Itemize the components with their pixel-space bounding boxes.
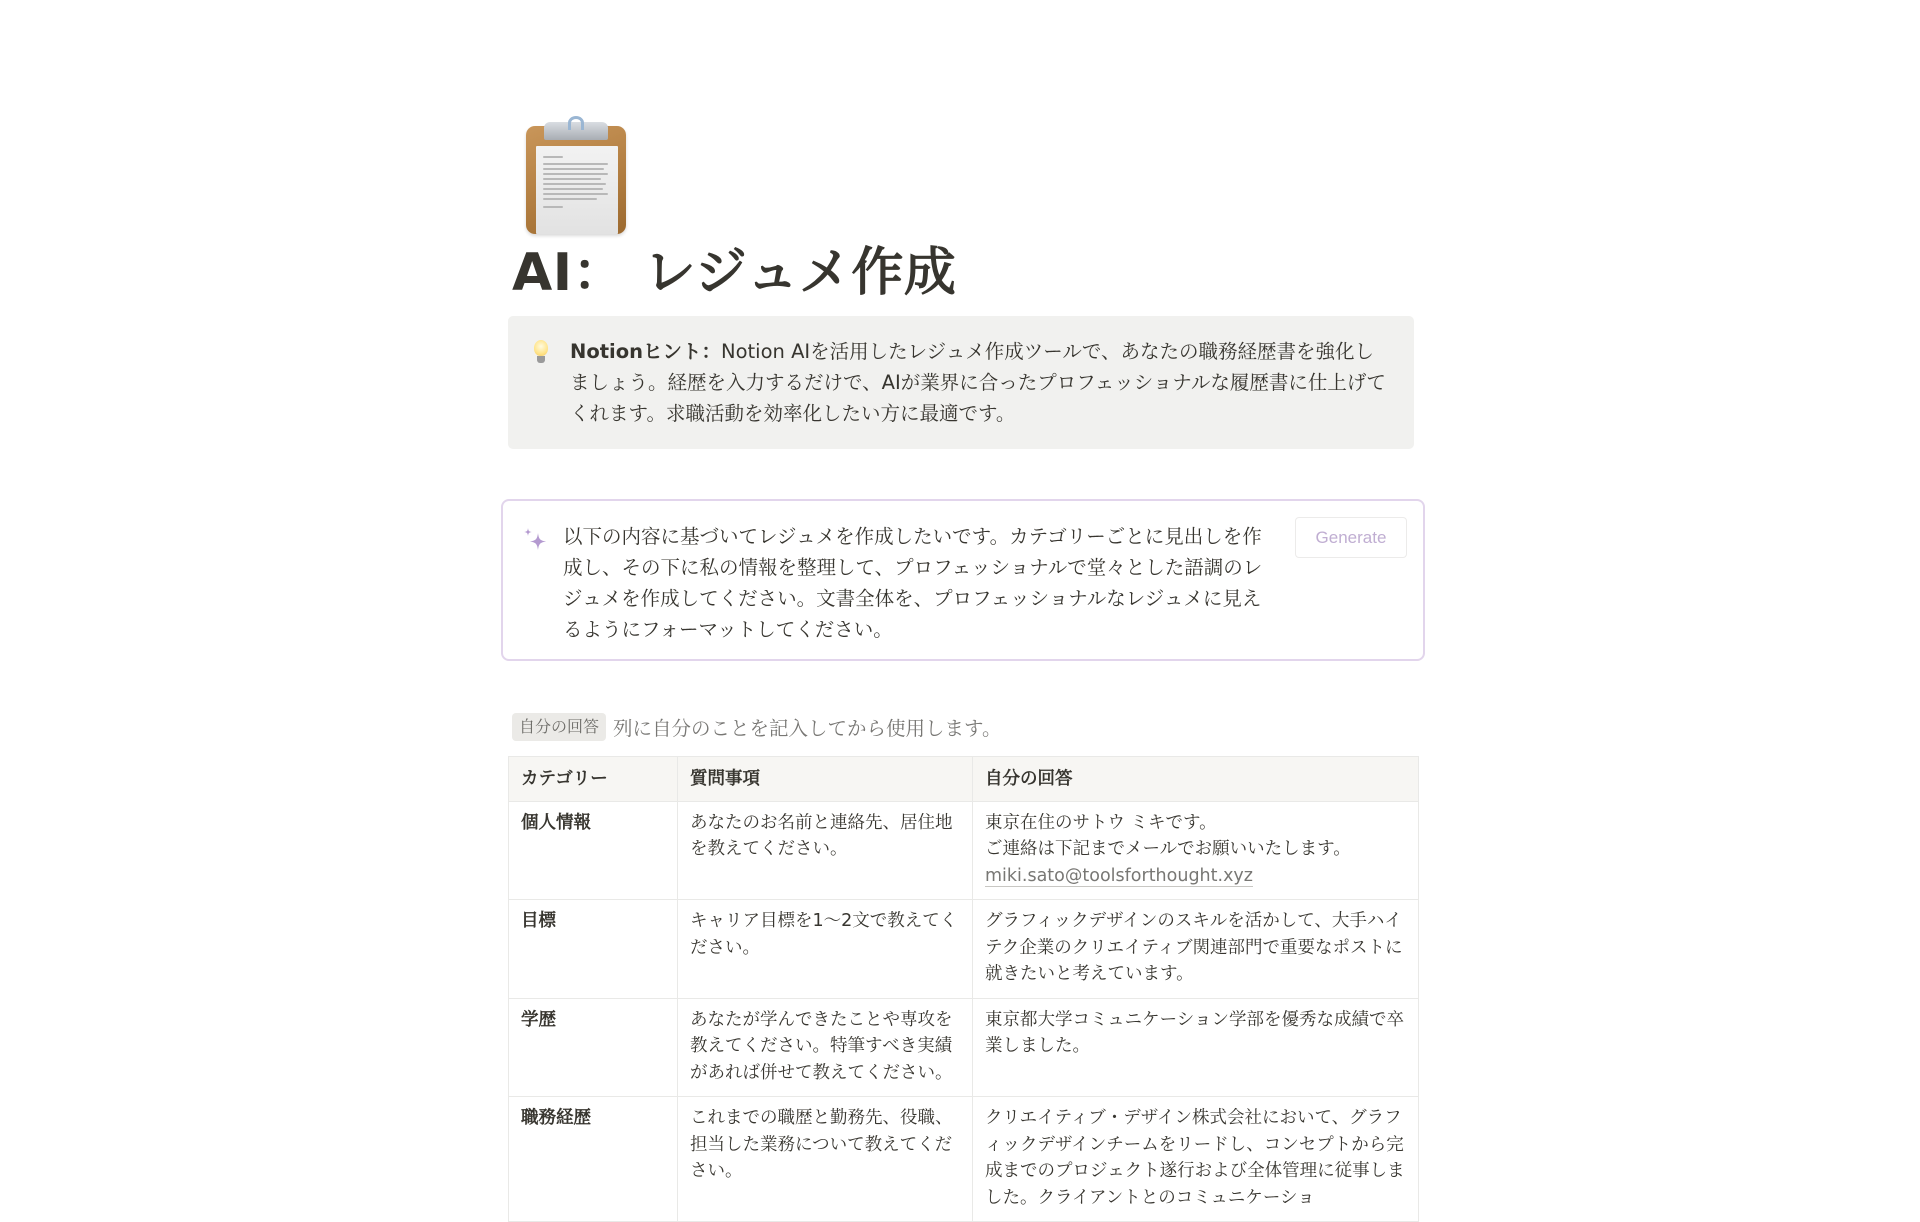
table-row [509, 998, 1419, 1097]
cell-answer[interactable]: クリエイティブ・デザイン株式会社において、グラフィックデザインチームをリードし、コンセプトから完成までのプロジェクト遂行および全体管理に従事しました。クライアントとのコミュニケーショ [973, 1097, 1419, 1222]
inline-code-column-name: 自分の回答 [512, 713, 606, 741]
generate-button[interactable]: Generate [1295, 517, 1407, 558]
ai-prompt-block[interactable] [501, 499, 1425, 661]
cell-question[interactable]: これまでの職歴と勤務先、役職、担当した業務について教えてください。 [678, 1097, 973, 1222]
table-row [509, 900, 1419, 999]
usage-hint-text: 列に自分のことを記入してから使用します。 [613, 717, 1002, 740]
usage-hint [512, 711, 1001, 743]
cell-answer[interactable]: グラフィックデザインのスキルを活かして、大手ハイテク企業のクリエイティブ関連部門で重要なポストに就きたいと考えています。 [973, 900, 1419, 999]
cell-category[interactable]: 個人情報 [509, 801, 678, 900]
cell-category[interactable]: 学歴 [509, 998, 678, 1097]
column-header-category[interactable]: カテゴリー [509, 757, 678, 802]
clipboard-ring [568, 116, 584, 130]
resume-info-table [508, 756, 1419, 1222]
column-header-answer[interactable]: 自分の回答 [973, 757, 1419, 802]
callout-text[interactable] [570, 336, 1390, 429]
clipboard-icon[interactable] [524, 116, 628, 236]
table-row [509, 1097, 1419, 1222]
cell-answer[interactable]: 東京都大学コミュニケーション学部を優秀な成績で卒業しました。 [973, 998, 1419, 1097]
answer-line: ご連絡は下記までメールでお願いいたします。 [985, 839, 1351, 859]
answer-line: 東京在住のサトウ ミキです。 [985, 812, 1217, 833]
cell-question[interactable]: あなたのお名前と連絡先、居住地を教えてください。 [678, 801, 973, 900]
column-header-question[interactable]: 質問事項 [678, 757, 973, 802]
clipboard-board [526, 126, 626, 234]
callout-bold-label: Notionヒント： [570, 340, 722, 363]
cell-answer[interactable] [973, 801, 1419, 900]
table-row [509, 801, 1419, 900]
lightbulb-icon [530, 340, 552, 368]
email-link[interactable]: miki.sato@toolsforthought.xyz [985, 865, 1253, 886]
callout-body: Notion AIを活用したレジュメ作成ツールで、あなたの職務経歴書を強化しましょう。経歴を入力するだけで、AIが業界に合ったプロフェッショナルな履歴書に仕上げてくれます。求職活動を効率化したい方に最適です。 [570, 340, 1386, 425]
clipboard-paper [536, 146, 618, 234]
cell-category[interactable]: 職務経歴 [509, 1097, 678, 1222]
table-header-row [509, 757, 1419, 802]
ai-prompt-text[interactable]: 以下の内容に基づいてレジュメを作成したいです。カテゴリーごとに見出しを作成し、その下に私の情報を整理して、プロフェッショナルで堂々とした語調のレジュメを作成してください。文書全体を、プロフェッショナルなレジュメに見えるようにフォーマットしてください。 [563, 525, 1263, 641]
sparkle-icon [521, 525, 551, 555]
cell-category[interactable]: 目標 [509, 900, 678, 999]
page-title[interactable]: AI： レジュメ作成 [512, 243, 957, 303]
cell-question[interactable]: あなたが学んできたことや専攻を教えてください。特筆すべき実績があれば併せて教えてください。 [678, 998, 973, 1097]
cell-question[interactable]: キャリア目標を1〜2文で教えてください。 [678, 900, 973, 999]
notion-hint-callout [508, 316, 1414, 449]
